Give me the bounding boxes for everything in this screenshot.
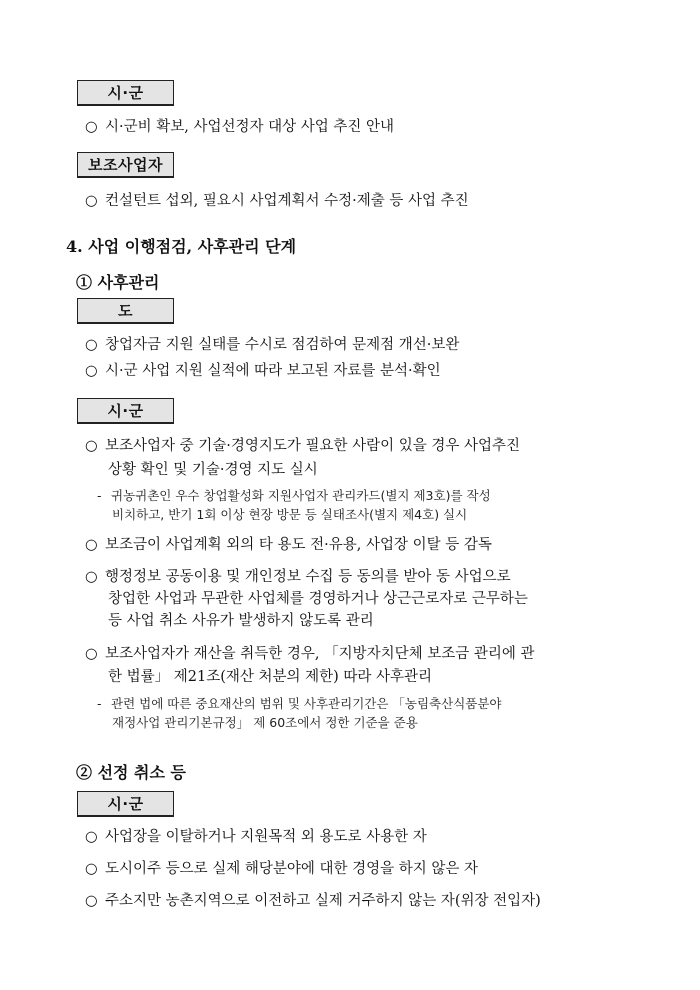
bullet-icon: ○ xyxy=(85,438,98,454)
dash-icon: - xyxy=(97,488,102,503)
bullet-icon: ○ xyxy=(85,569,98,585)
bullet-icon: ○ xyxy=(85,337,98,353)
list-item-continuation: 창업한 사업과 무관한 사업체를 경영하거나 상근근로자로 근무하는 xyxy=(108,591,528,607)
list-item: ○ 보조사업자가 재산을 취득한 경우, 「지방자치단체 보조금 관리에 관 xyxy=(85,646,535,662)
note-item: - 관련 법에 따른 중요재산의 범위 및 사후관리기간은 「농림축산식품분야 xyxy=(97,696,502,711)
list-item-continuation: 등 사업 취소 사유가 발생하지 않도록 관리 xyxy=(108,613,374,629)
list-item: ○ 컨설턴트 섭외, 필요시 사업계획서 수정·제출 등 사업 추진 xyxy=(85,193,469,209)
list-item: ○ 시·군비 확보, 사업선정자 대상 사업 추진 안내 xyxy=(85,119,394,135)
bullet-icon: ○ xyxy=(85,829,98,845)
list-item: ○ 보조사업자 중 기술·경영지도가 필요한 사람이 있을 경우 사업추진 xyxy=(85,438,521,454)
bullet-icon: ○ xyxy=(85,119,98,135)
section-box-sigun: 시·군 xyxy=(77,398,174,424)
note-item-continuation: 비치하고, 반기 1회 이상 현장 방문 등 실태조사(별지 제4호) 실시 xyxy=(112,507,468,522)
section-box-sigun: 시·군 xyxy=(77,791,174,817)
section-box-sigun: 시·군 xyxy=(77,80,174,106)
note-item-continuation: 재정사업 관리기본규정」 제 60조에서 정한 기준을 준용 xyxy=(112,715,418,730)
list-item: ○ 보조금이 사업계획 외의 타 용도 전·유용, 사업장 이탈 등 감독 xyxy=(85,537,492,553)
list-item-continuation: 한 법률」 제21조(재산 처분의 제한) 따라 사후관리 xyxy=(108,669,433,685)
bullet-icon: ○ xyxy=(85,193,98,209)
subsection-heading: ② 선정 취소 등 xyxy=(76,763,186,782)
list-item: ○ 시·군 사업 지원 실적에 따라 보고된 자료를 분석·확인 xyxy=(85,363,441,379)
section-box-province: 도 xyxy=(77,298,174,324)
bullet-icon: ○ xyxy=(85,646,98,662)
list-item-continuation: 상황 확인 및 기술·경영 지도 실시 xyxy=(108,462,318,478)
dash-icon: - xyxy=(97,696,102,711)
list-item: ○ 도시이주 등으로 실제 해당분야에 대한 경영을 하지 않은 자 xyxy=(85,861,479,877)
section-box-subsidy-operator: 보조사업자 xyxy=(77,152,174,178)
bullet-icon: ○ xyxy=(85,363,98,379)
list-item: ○ 주소지만 농촌지역으로 이전하고 실제 거주하지 않는 자(위장 전입자) xyxy=(85,893,541,909)
subsection-heading: ① 사후관리 xyxy=(76,273,160,292)
list-item: ○ 창업자금 지원 실태를 수시로 점검하여 문제점 개선·보완 xyxy=(85,337,460,353)
bullet-icon: ○ xyxy=(85,537,98,553)
section-heading: 4. 사업 이행점검, 사후관리 단계 xyxy=(66,237,297,256)
note-item: - 귀농귀촌인 우수 창업활성화 지원사업자 관리카드(별지 제3호)를 작성 xyxy=(97,488,491,503)
list-item: ○ 사업장을 이탈하거나 지원목적 외 용도로 사용한 자 xyxy=(85,829,427,845)
list-item: ○ 행정정보 공동이용 및 개인정보 수집 등 동의를 받아 동 사업으로 xyxy=(85,569,511,585)
bullet-icon: ○ xyxy=(85,893,98,909)
bullet-icon: ○ xyxy=(85,861,98,877)
